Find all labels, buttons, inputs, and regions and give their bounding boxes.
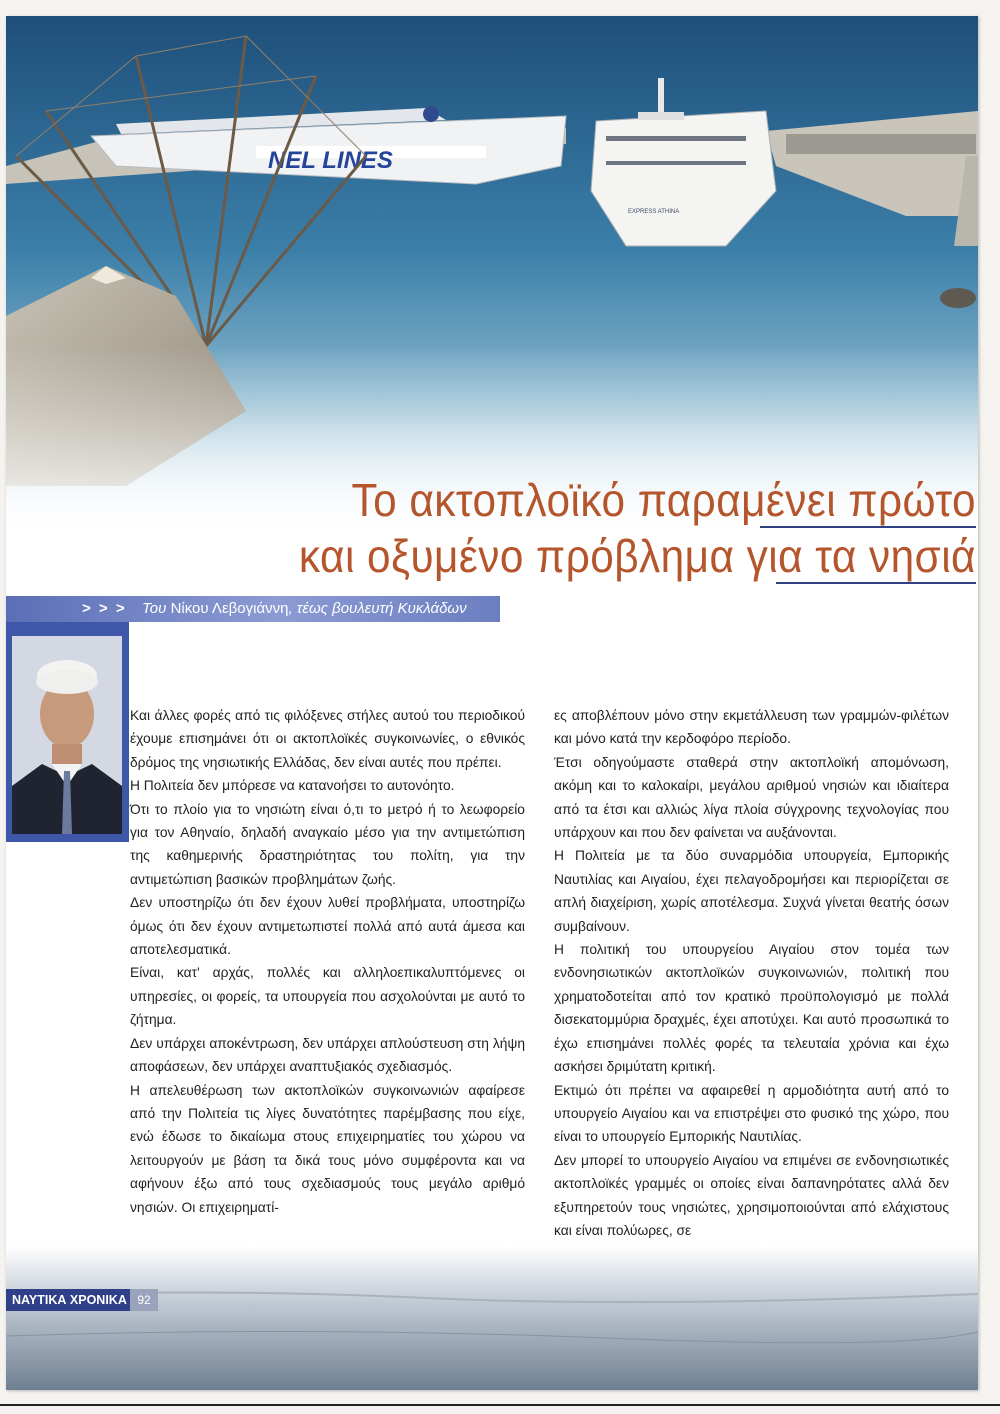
- title-rule-top: [760, 526, 976, 528]
- paragraph: Δεν μπορεί το υπουργείο Αιγαίου να επιμένει σε ενδονησιωτικές ακτοπλοϊκές γραμμές οι οποίες είναι δαπανηρότατες αλλά δεν εξυπηρετούν τους νησιώτες, χρησιμοποιούνται από ελάχιστους και είναι πολύωρες, σε: [554, 1152, 949, 1238]
- title-line-1: Το ακτοπλοϊκό παραμένει πρώτο: [351, 474, 976, 526]
- author-name: Νίκου Λεβογιάννη: [170, 600, 289, 617]
- paragraph: Και άλλες φορές από τις φιλόξενες στήλες αυτού του περιοδικού έχουμε επισημάνει ότι οι ακτοπλοϊκές συγκοινωνίες, ο εθνικός δρόμος της νησιωτικής Ελλάδας, δεν είναι αυτές που πρέπει.: [130, 708, 525, 770]
- harbour-illustration: [6, 16, 978, 536]
- paragraph: Δεν υπάρχει αποκέντρωση, δεν υπάρχει απλούστευση στη λήψη αποφάσεων, δεν υπάρχει αναπτυξιακός σχεδιασμός.: [130, 1035, 525, 1075]
- paragraph: Η Πολιτεία με τα δύο συναρμόδια υπουργεία, Εμπορικής Ναυτιλίας και Αιγαίου, έχει πελαγοδρομήσει και περιορίζεται σε απλή διαχείριση, χωρίς αποτέλεσμα. Συχνά γίνεται θεατής όσων συμβαίνουν.: [554, 848, 949, 934]
- paragraph: Εκτιμώ ότι πρέπει να αφαιρεθεί η αρμοδιότητα αυτή από το υπουργείο Αιγαίου και να επιστρέψει στο φυσικό της χώρο, που είναι το υπουργείο Εμπορικής Ναυτιλίας.: [554, 1082, 949, 1145]
- article-title: [156, 472, 976, 584]
- author-photo: [12, 636, 122, 834]
- paragraph: Η Πολιτεία δεν μπόρεσε να κατανοήσει το αυτονόητο.: [130, 778, 455, 794]
- page-number: 92: [130, 1289, 158, 1311]
- sea-illustration: [6, 1246, 978, 1390]
- article-column-2: [554, 704, 949, 1242]
- byline-bar: [6, 596, 500, 622]
- hero-photo: [6, 16, 978, 536]
- paragraph: Η πολιτική του υπουργείου Αιγαίου στον τομέα των ενδονησιωτικών ακτοπλοϊκών συγκοινωνιών, πολιτική που χρηματοδοτείται από τον κρατικό προϋπολογισμό με πολλά δισεκατομμύρια δραχμές, έχει αποτύχει. Και αυτό προσωπικά το έχω επισημάνει πολλές φορές τα τελευταία χρόνια και έχω ασκήσει δριμύτατη κριτική.: [554, 942, 949, 1075]
- paragraph: Έτσι οδηγούμαστε σταθερά στην ακτοπλοϊκή απομόνωση, ακόμη και το καλοκαίρι, μεγάλου αριθμού νησιών και ιδιαίτερα από τα έτσι και αλλιώς λίγα πλοία σύγχρονης τεχνολογίας που υπάρχουν και που δεν φαίνεται να αυξάνονται.: [554, 754, 949, 841]
- paragraph: ες αποβλέπουν μόνο στην εκμετάλλευση των γραμμών-φιλέτων και μόνο κατά την κερδοφόρο περίοδο.: [554, 708, 949, 747]
- paragraph: Δεν υποστηρίζω ότι δεν έχουν λυθεί προβλήματα, υποστηρίζω όμως ότι δεν έχουν αντιμετωπιστεί πολλά από αυτά άμεσα και αποτελεσματικά.: [130, 895, 525, 958]
- paragraph: Η απελευθέρωση των ακτοπλοϊκών συγκοινωνιών αφαίρεσε από την Πολιτεία τις λίγες δυνατότητες παρέμβασης που είχε, ενώ έδωσε το δικαίωμα στους επιχειρηματίες του χώρου να λειτουργούν με βάση τα δικά τους μόνο συμφέροντα και να αφήνουν έξω από τους σχεδιασμούς τους μεγάλο αριθμό νησιών. Οι επιχειρηματί-: [130, 1082, 525, 1215]
- magazine-page: [6, 16, 978, 1390]
- article-column-1: [130, 704, 525, 1219]
- magazine-name: ΝΑΥΤΙΚΑ ΧΡΟΝΙΚΑ: [6, 1289, 130, 1311]
- ship-name-express-athina: EXPRESS ATHINA: [628, 209, 680, 215]
- title-line-2: και οξυμένο πρόβλημα για τα νησιά: [298, 530, 976, 582]
- portrait-illustration: [12, 636, 122, 834]
- scan-bottom-rule: [0, 1404, 1000, 1406]
- paragraph: Είναι, κατ' αρχάς, πολλές και αλληλοεπικαλυπτόμενες οι υπηρεσίες, οι φορείς, τα υπουργεία που ασχολούνται με αυτό το ζήτημα.: [130, 965, 525, 1028]
- byline-prefix: Του: [142, 600, 171, 617]
- ship-name-nel-lines: NEL LINES: [268, 147, 393, 174]
- byline-arrows: > > >: [82, 600, 127, 617]
- author-role: , τέως βουλευτή Κυκλάδων: [288, 600, 467, 617]
- byline-text: [142, 596, 467, 622]
- paragraph: Ότι το πλοίο για το νησιώτη είναι ό,τι το μετρό ή το λεωφορείο για τον Αθηναίο, δηλαδή αναγκαίο μέσο για την αντιμετώπιση της καθημερινής δραστηριότητας του πολίτη, για την αντιμετώπιση βασικών προβλημάτων ζωής.: [130, 801, 525, 887]
- footer-sea-photo: [6, 1246, 978, 1390]
- title-rule-bottom: [776, 582, 976, 584]
